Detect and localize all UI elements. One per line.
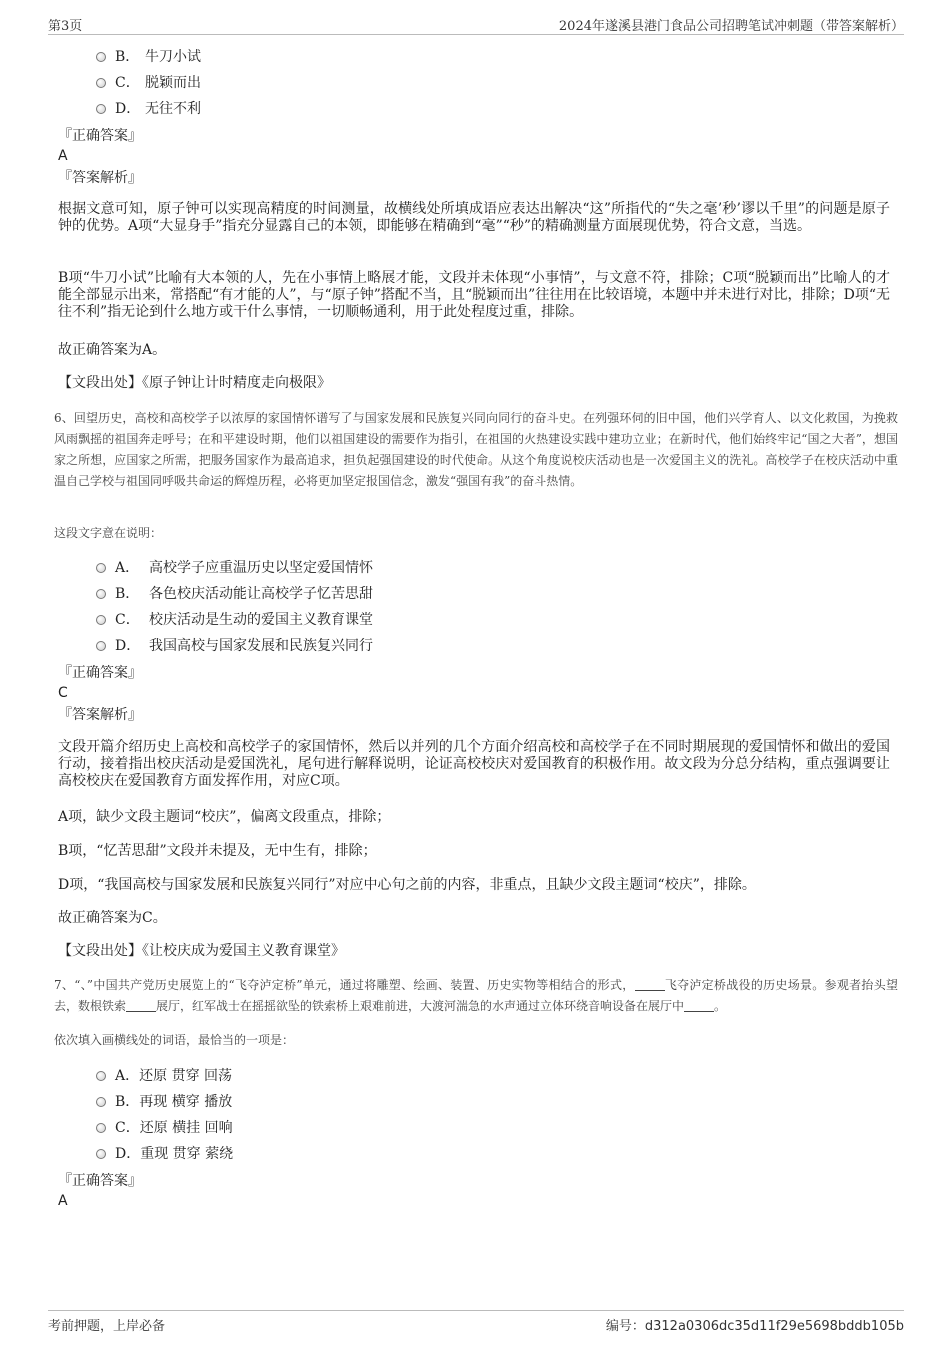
radio-icon[interactable]	[96, 563, 106, 573]
q5-answer: A	[58, 148, 68, 164]
fill-blank-3[interactable]	[684, 999, 714, 1012]
q6-analysis-label: 『答案解析』	[58, 707, 142, 723]
q7-option-b[interactable]: B．再现 横穿 播放	[96, 1092, 232, 1112]
radio-icon[interactable]	[96, 1097, 106, 1107]
page-footer	[48, 1310, 904, 1337]
q6-option-c[interactable]: C． 校庆活动是生动的爱国主义教育课堂	[96, 610, 373, 630]
radio-icon[interactable]	[96, 52, 106, 62]
q6-answer-label: 『正确答案』	[58, 665, 142, 681]
q5-analysis-p2: B项“牛刀小试”比喻有大本领的人，先在小事情上略展才能，文段并未体现“小事情”，与文意不符，排除；C项“脱颖而出”比喻人的才能全部显示出来，常搭配“有才能的人”，与“原子钟”搭配不当，且“脱颖而出”往往用在比较语境，本题中并未进行对比，排除；D项“无往不利”指无论到什么地方或干什么事情，一切顺畅通利，用于此处程度过重，排除。	[58, 270, 890, 320]
radio-icon[interactable]	[96, 1071, 106, 1081]
q6-analysis-conclusion: 故正确答案为C。	[58, 910, 167, 926]
q6-analysis-option-a: A项，缺少文段主题词“校庆”，偏离文段重点，排除；	[58, 809, 391, 825]
q5-analysis-conclusion: 故正确答案为A。	[58, 342, 167, 358]
q7-answer: A	[58, 1193, 68, 1209]
q6-answer: C	[58, 685, 68, 701]
q7-option-c[interactable]: C．还原 横挂 回响	[96, 1118, 233, 1138]
q6-stem: 这段文字意在说明：	[54, 526, 163, 540]
q5-answer-label: 『正确答案』	[58, 128, 142, 144]
q6-analysis-option-b: B项，“忆苦思甜”文段并未提及，无中生有，排除；	[58, 843, 377, 859]
footer-slogan: 考前押题，上岸必备	[48, 1319, 166, 1334]
q6-analysis-option-d: D项，“我国高校与国家发展和民族复兴同行”对应中心句之前的内容，非重点，且缺少文段主题词“校庆”，排除。	[58, 877, 756, 893]
radio-icon[interactable]	[96, 1123, 106, 1133]
q6-analysis-p1: 文段开篇介绍历史上高校和高校学子的家国情怀，然后以并列的几个方面介绍高校和高校学子在不同时期展现的爱国情怀和做出的爱国行动，接着指出校庆活动是爱国洗礼，尾句进行解释说明，论证高校校庆对爱国教育的积极作用。故文段为分总分结构，重点强调要让高校校庆在爱国教育方面发挥作用，对应C项。	[58, 739, 890, 789]
q7-option-d[interactable]: D．重现 贯穿 萦绕	[96, 1144, 233, 1164]
q6-question-text: 6、回望历史，高校和高校学子以浓厚的家国情怀谱写了与国家发展和民族复兴同向同行的奋斗史。在列强环伺的旧中国，他们兴学育人、以文化救国，为挽救风雨飘摇的祖国奔走呼号；在和平建设时期，他们以祖国建设的需要作为指引，在祖国的火热建设实践中建功立业；在新时代，他们始终牢记“国之大者”，想国家之所想，应国家之所需，把服务国家作为最高追求，担负起强国建设的时代使命。从这个角度说校庆活动也是一次爱国主义的洗礼。高校学子在校庆活动中重温自己学校与祖国同呼吸共命运的辉煌历程，必将更加坚定报国信念，激发“强国有我”的奋斗热情。	[54, 411, 898, 488]
q6-option-b[interactable]: B． 各色校庆活动能让高校学子忆苦思甜	[96, 584, 373, 604]
radio-icon[interactable]	[96, 589, 106, 599]
page-number: 第3页	[48, 19, 83, 34]
fill-blank-2[interactable]	[126, 999, 156, 1012]
q5-option-b[interactable]: B． 牛刀小试	[96, 47, 201, 67]
q5-option-c[interactable]: C． 脱颖而出	[96, 73, 201, 93]
q7-option-a[interactable]: A．还原 贯穿 回荡	[96, 1066, 232, 1086]
radio-icon[interactable]	[96, 78, 106, 88]
q5-analysis-p1: 根据文意可知，原子钟可以实现高精度的时间测量，故横线处所填成语应表达出解决“这”所指代的“失之毫’秒’谬以千里”的问题是原子钟的优势。A项“大显身手”指充分显露自己的本领，即能够在精确到“毫”“秒”的精确测量方面展现优势，符合文意，当选。	[58, 201, 890, 234]
radio-icon[interactable]	[96, 615, 106, 625]
q7-question-text: 7、“、”中国共产党历史展览上的“飞夺泸定桥”单元，通过将雕塑、绘画、装置、历史实物等相结合的形式， 飞夺泸定桥战役的历史场景。参观者抬头望去，数根铁索 展厅，红军战士在摇摇欲坠的铁索桥上艰难前进，大渡河湍急的水声通过立体环绕音响设备在展厅中 。	[54, 978, 898, 1013]
q5-analysis-label: 『答案解析』	[58, 170, 142, 186]
q5-option-d[interactable]: D． 无往不利	[96, 99, 201, 119]
fill-blank-1[interactable]	[635, 978, 665, 991]
page-header	[48, 12, 904, 35]
q6-option-d[interactable]: D． 我国高校与国家发展和民族复兴同行	[96, 636, 373, 656]
q7-stem: 依次填入画横线处的词语，最恰当的一项是：	[54, 1033, 295, 1047]
radio-icon[interactable]	[96, 1149, 106, 1159]
radio-icon[interactable]	[96, 104, 106, 114]
q6-source: 【文段出处】《让校庆成为爱国主义教育课堂》	[58, 943, 345, 959]
document-title: 2024年遂溪县港门食品公司招聘笔试冲刺题（带答案解析）	[558, 19, 904, 34]
radio-icon[interactable]	[96, 641, 106, 651]
document-code: 编号：d312a0306dc35d11f29e5698bddb105b	[605, 1319, 904, 1334]
q5-source: 【文段出处】《原子钟让计时精度走向极限》	[58, 375, 331, 391]
q7-answer-label: 『正确答案』	[58, 1173, 142, 1189]
q6-option-a[interactable]: A． 高校学子应重温历史以坚定爱国情怀	[96, 558, 373, 578]
